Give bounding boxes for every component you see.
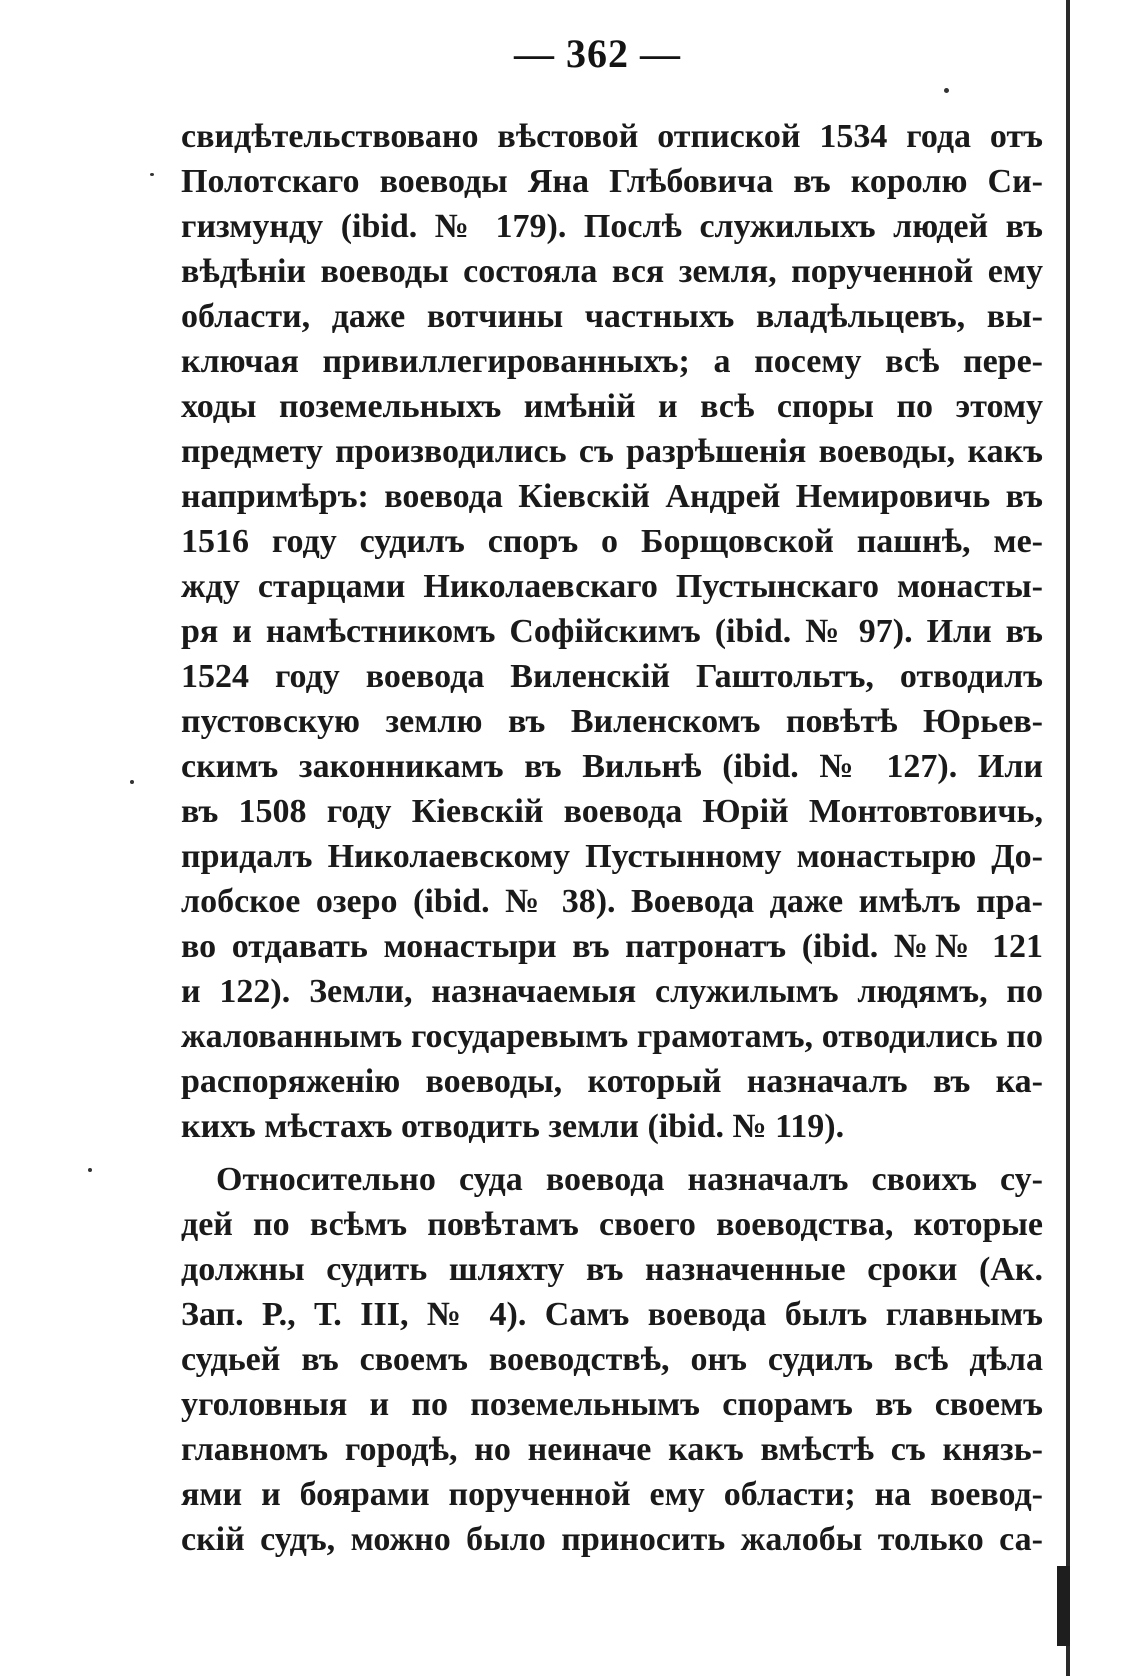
text-line: области, даже вотчины частныхъ владѣльцевъ, вы- (181, 298, 1043, 335)
text-line: 1516 году судилъ споръ о Борщовской пашнѣ, ме- (181, 523, 1043, 560)
text-line: главномъ городѣ, но неиначе какъ вмѣстѣ съ князь- (181, 1431, 1043, 1468)
text-line: ходы поземельныхъ имѣній и всѣ споры по этому (181, 388, 1043, 425)
text-line: Зап. Р., Т. III, № 4). Самъ воевода былъ главнымъ (181, 1296, 1043, 1333)
text-line: распоряженію воеводы, который назначалъ въ ка- (181, 1063, 1043, 1100)
text-line: во отдавать монастыри въ патронатъ (ibid. №№ 121 (181, 928, 1043, 965)
text-line: лобское озеро (ibid. № 38). Воевода даже имѣлъ пра- (181, 883, 1043, 920)
text-line: придалъ Николаевскому Пустынному монастырю До- (181, 838, 1043, 875)
text-line: свидѣтельствовано вѣстовой отпиской 1534 года отъ (181, 118, 1043, 155)
scan-speck (944, 88, 949, 93)
text-line: ключая привиллегированныхъ; а посему всѣ пере- (181, 343, 1043, 380)
page-edge-shadow (1066, 0, 1070, 1676)
text-line: напримѣръ: воевода Кіевскій Андрей Немировичь въ (181, 478, 1043, 515)
text-line: дей по всѣмъ повѣтамъ своего воеводства, которые (181, 1206, 1043, 1243)
text-line: и 122). Земли, назначаемыя служилымъ людямъ, по (181, 973, 1043, 1010)
text-line: должны судить шляхту въ назначенные сроки (Ак. (181, 1251, 1043, 1288)
paragraph-gap (181, 1149, 1043, 1157)
paragraph-1 (181, 114, 1043, 1149)
text-line: ря и намѣстникомъ Софійскимъ (ibid. № 97). Или въ (181, 613, 1043, 650)
scan-speck (130, 780, 134, 784)
text-line: Полотскаго воеводы Яна Глѣбовича въ королю Си- (181, 163, 1043, 200)
scan-speck (88, 1168, 92, 1172)
text-line: Относительно суда воевода назначалъ своихъ су- (216, 1161, 1043, 1198)
text-line: жду старцами Николаевскаго Пустынскаго монасты- (181, 568, 1043, 605)
body-text (181, 114, 1043, 1562)
text-line: скій судъ, можно было приносить жалобы только са- (181, 1521, 1043, 1558)
text-line: уголовныя и по поземельнымъ спорамъ въ своемъ (181, 1386, 1043, 1423)
text-line: гизмунду (ibid. № 179). Послѣ служилыхъ людей въ (181, 208, 1043, 245)
text-line: судьей въ своемъ воеводствѣ, онъ судилъ всѣ дѣла (181, 1341, 1043, 1378)
text-line: кихъ мѣстахъ отводить земли (ibid. № 119). (181, 1108, 845, 1145)
scan-speck (150, 173, 154, 176)
text-line: 1524 году воевода Виленскій Гаштольтъ, отводилъ (181, 658, 1043, 695)
text-line: предмету производились съ разрѣшенія воеводы, какъ (181, 433, 1043, 470)
text-line: жалованнымъ государевымъ грамотамъ, отводились по (181, 1018, 1043, 1055)
page-number: — 362 — (514, 31, 681, 76)
paragraph-2 (181, 1157, 1043, 1562)
text-line: вѣдѣніи воеводы состояла вся земля, порученной ему (181, 253, 1043, 290)
text-line: въ 1508 году Кіевскій воевода Юрій Монтовтовичь, (181, 793, 1043, 830)
text-line: скимъ законникамъ въ Вильнѣ (ibid. № 127). Или (181, 748, 1043, 785)
page-edge-shadow-bottom (1057, 1566, 1070, 1646)
text-line: пустовскую землю въ Виленскомъ повѣтѣ Юрьев- (181, 703, 1043, 740)
text-line: ями и боярами порученной ему области; на воевод- (181, 1476, 1043, 1513)
